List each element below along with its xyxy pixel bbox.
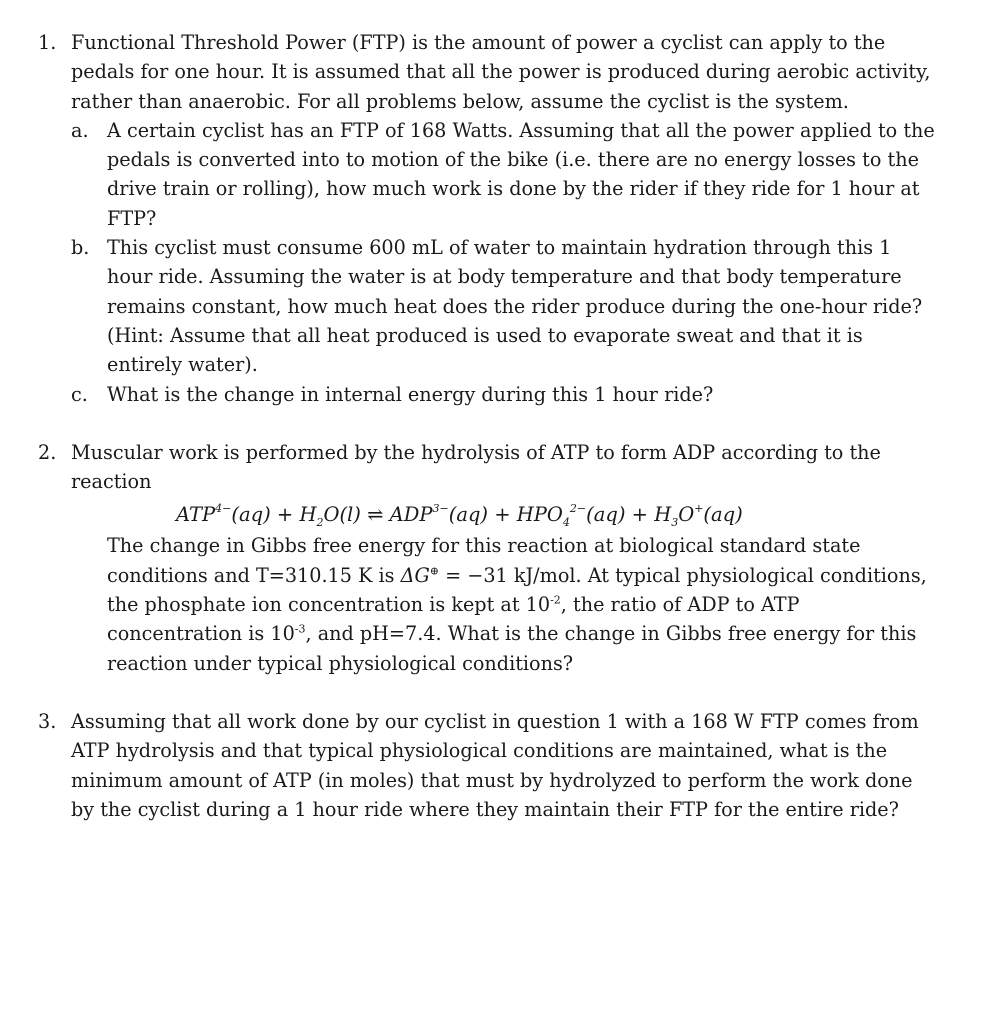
- eq-hpo-charge: 2−: [569, 501, 587, 515]
- problem-2: [38, 438, 938, 678]
- eq-hpo: HPO: [516, 503, 563, 527]
- eq-h2o-o: O(l): [323, 503, 361, 527]
- problem-2-text: Muscular work is performed by the hydrolysis of ATP to form ADP according to the reaction: [71, 440, 881, 494]
- eq-adp-charge: 3−: [432, 501, 449, 515]
- eq-atp-charge: 4−: [215, 501, 232, 515]
- delta-g-superscript: ⊕: [429, 564, 439, 578]
- eq-h2o-sub: 2: [316, 516, 324, 530]
- problem-1-part-a: [71, 116, 938, 233]
- part-b-text: This cyclist must consume 600 mL of water to maintain hydration through this 1 hour ride. Assuming the water is at body temperature and that body temperature remains constant, how much heat does the rider produce during the one-hour ride? (Hint: Assume that all heat produced is used to evaporate sweat and that it is entirely water).: [107, 236, 923, 377]
- eq-h2o-h: H: [299, 503, 317, 527]
- part-c-text: What is the change in internal energy during this 1 hour ride?: [107, 382, 714, 406]
- eq-equilibrium-arrow: ⇌: [360, 503, 390, 527]
- problem-1-part-c: [71, 380, 938, 409]
- problem-2-number: 2.: [38, 440, 57, 464]
- delta-g-symbol: ΔG: [400, 563, 430, 587]
- problem-2-body-1: The change in Gibbs free energy for this reaction at biological standard state conditions and T=310.15 K is: [107, 534, 861, 587]
- eq-aq-2: (aq) +: [448, 503, 517, 527]
- ratio-exponent: -3: [294, 622, 306, 636]
- eq-hpo-sub: 4: [562, 516, 570, 530]
- eq-aq-4: (aq): [703, 503, 743, 527]
- eq-h3o-o: O: [678, 503, 695, 527]
- eq-atp: ATP: [176, 503, 216, 527]
- problem-2-body-3: , the ratio of ADP to ATP concentration is 10: [107, 593, 800, 646]
- problem-3: [38, 707, 938, 824]
- problem-1: [38, 28, 938, 409]
- phosphate-exponent: -2: [550, 593, 561, 607]
- reaction-equation: [176, 500, 938, 530]
- problem-3-text: Assuming that all work done by our cyclist in question 1 with a 168 W FTP comes from ATP hydrolysis and that typical physiological conditions are maintained, what is the minimum amount of ATP (in moles) that must by hydrolyzed to perform the work done by the cyclist during a 1 hour ride where they maintain their FTP for the entire ride?: [71, 709, 919, 821]
- eq-h3o-charge: +: [694, 501, 704, 515]
- part-b-label: b.: [71, 236, 90, 260]
- problem-3-number: 3.: [38, 709, 57, 733]
- problem-2-body-2: . At typical physiological conditions, the phosphate ion concentration is kept at 10: [107, 563, 927, 617]
- eq-h3o-sub: 3: [671, 516, 679, 530]
- delta-g-value: = −31 kJ/mol: [439, 563, 576, 587]
- problem-2-body-4: , and pH=7.4. What is the change in Gibbs free energy for this reaction under typical physiological conditions?: [107, 622, 917, 675]
- problem-1-part-b: [71, 233, 938, 379]
- part-a-label: a.: [71, 118, 89, 142]
- eq-adp: ADP: [389, 503, 433, 527]
- problem-2-body: [107, 531, 938, 677]
- problem-set: [38, 28, 938, 824]
- problem-1-text: Functional Threshold Power (FTP) is the amount of power a cyclist can apply to the pedals for one hour. It is assumed that all the power is produced during aerobic activity, rather than anaerobic. For all problems below, assume the cyclist is the system.: [71, 31, 931, 113]
- eq-aq-1: (aq) +: [231, 503, 300, 527]
- eq-aq-3: (aq) +: [586, 503, 655, 527]
- part-a-text: A certain cyclist has an FTP of 168 Watts. Assuming that all the power applied to the pedals is converted into to motion of the bike (i.e. there are no energy losses to the drive train or rolling), how much work is done by the rider if they ride for 1 hour at FTP?: [107, 118, 935, 230]
- eq-h3o-h: H: [654, 503, 672, 527]
- problem-1-number: 1.: [38, 31, 57, 54]
- part-c-label: c.: [71, 382, 88, 406]
